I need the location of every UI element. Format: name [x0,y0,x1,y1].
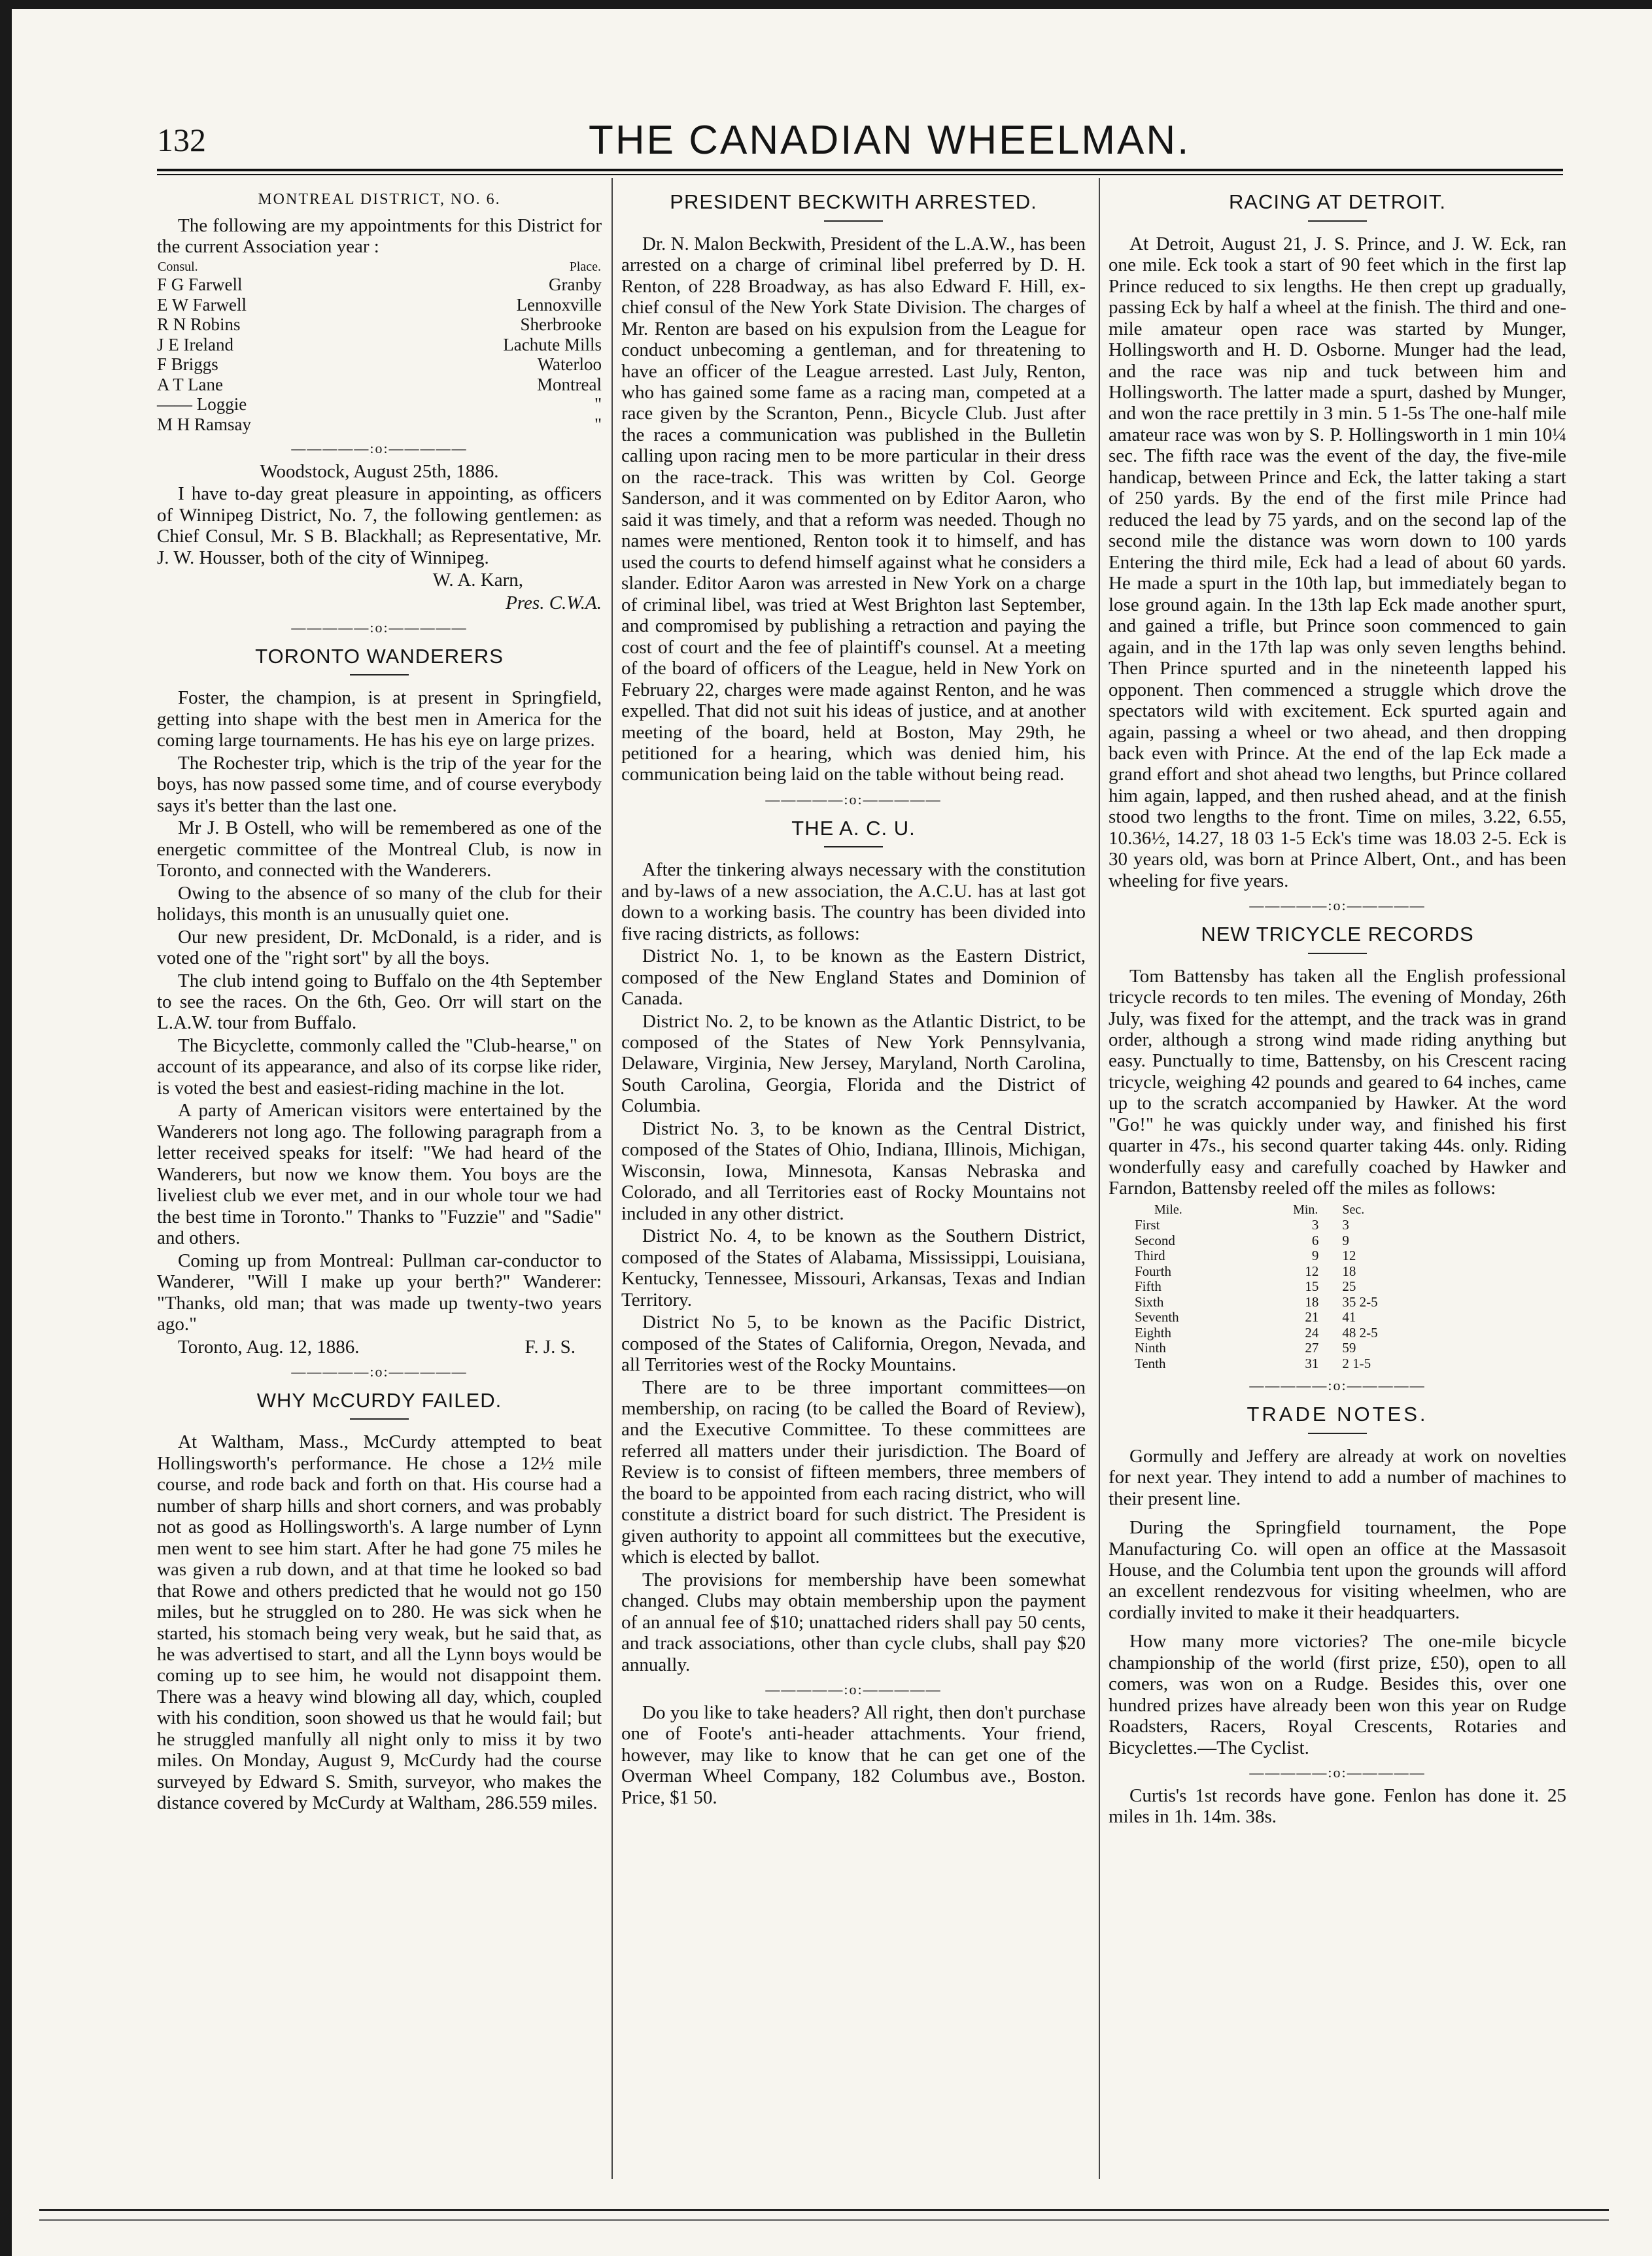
table-row [157,295,602,315]
consul-name: E W Farwell [157,294,247,315]
tricycle-title: NEW TRICYCLE RECORDS [1201,922,1474,946]
mile-min: 27 [1305,1340,1319,1356]
beckwith-title: PRESIDENT BECKWITH ARRESTED. [670,190,1037,213]
toronto-dateline: Toronto, Aug. 12, 1886. [178,1336,360,1358]
consul-place: Granby [549,275,602,295]
mile-min: 31 [1305,1355,1319,1371]
mccurdy-text: At Waltham, Mass., McCurdy attempted to beat Hollingsworth's performance. He chose a 12½ mile course, and rode back and forth on that. His course had a number of sharp hills and short corners, and was probably not as good as Hollingsworth's. A large number of Lynn men went to see him start. After he had gone 75 miles he was given a rub down, and at that time he looked so bad that Rowe and others predicted that he would not go 150 miles, but he struggled on to 280. He was sick when he started, his stomach being very weak, but he said that, as he was advertised to start, and all the Lynn boys would be coming up to see him, he would not disappoint them. There was a heavy wind blowing all day, which, coupled with his condition, soon showed us that he would fail; but he struggled manfully all night only to miss it by two miles. On Monday, August 9, McCurdy had the course surveyed by Edward S. Smith, surveyor, who makes the distance covered by McCurdy at Waltham, 286.559 miles. [157,1431,602,1814]
consul-place: Lachute Mills [503,334,602,354]
mile-min: 12 [1305,1263,1319,1279]
paragraph: Gormully and Jeffery are already at work on novelties for next year. They intend to add a number of machines to their present line. [1109,1445,1566,1509]
table-row [157,354,602,375]
mile-col-header: Mile. [1154,1202,1182,1217]
table-row [157,275,602,295]
mile-sec: 41 [1342,1309,1356,1325]
paragraph: District No. 4, to be known as the Southern District, composed of the States of Alabama, Mississippi, Louisiana, Kentucky, Tennessee, Missouri, Arkansas, Texas and Indian Territory. [621,1225,1086,1310]
title-rule [1308,953,1367,954]
sec-col-header: Sec. [1342,1202,1365,1217]
column-3 [1109,182,1566,1829]
page-number: 132 [157,122,206,158]
page-edge-bottom [39,2209,1609,2211]
consul-name: A T Lane [157,374,223,394]
separator: —————:o:————— [1249,897,1426,914]
curtis-text: Curtis's 1st records have gone. Fenlon has done it. 25 miles in 1h. 14m. 38s. [1109,1785,1566,1828]
paragraph: District No. 3, to be known as the Central District, composed of the States of Ohio, Indiana, Illinois, Michigan, Wisconsin, Iowa, Minnesota, Kansas Nebraska and Colorado, and all Territories east of Rocky Mountains not included in any other district. [621,1118,1086,1224]
tricycle-text: Tom Battensby has taken all the English professional tricycle records to ten miles. The evening of Monday, 26th July, was fixed for the attempt, and the track was in grand order, although a strong wind made riding anything but easy. Punctually to time, Battensby, on his Crescent racing tricycle, weighing 42 pounds and geared to 64 inches, came up to the scratch accompanied by Hawker. At the word "Go!" he was quickly under way, and finished his first quarter in 47s., his second quarter taking 44s. only. Riding wonderfully easy and carefully coached by Hawker and Farndon, Battensby reeled off the miles as follows: [1109,965,1566,1199]
separator: —————:o:————— [291,1363,468,1380]
table-row [157,315,602,335]
toronto-dateline-row [157,1337,602,1358]
consul-table-header [157,259,602,275]
table-row [1135,1248,1464,1264]
acu-title: THE A. C. U. [791,816,916,840]
title-rule [824,846,883,847]
page-header [157,118,1563,167]
mile-label: Sixth [1135,1293,1164,1310]
table-row [1135,1264,1464,1280]
signature-title: Pres. C.W.A. [506,592,602,613]
table-row [157,394,602,415]
paragraph: Our new president, Dr. McDonald, is a rider, and is voted one of the "right sort" by all the boys. [157,926,602,969]
header-rule [157,169,1563,171]
consul-place: Waterloo [537,354,602,375]
table-row [1135,1233,1464,1249]
signature: W. A. Karn, [432,570,523,591]
mile-label: Eighth [1135,1324,1171,1341]
mile-label: Fourth [1135,1263,1172,1279]
mile-min: 9 [1311,1248,1319,1264]
column-divider-2 [1099,178,1100,2179]
toronto-wanderers-title: TORONTO WANDERERS [255,644,504,668]
title-rule [824,220,883,222]
consul-name: F Briggs [157,354,218,375]
title-rule [1308,1433,1367,1434]
table-row [157,415,602,435]
paragraph: The club intend going to Buffalo on the 4th September to see the races. On the 6th, Geo. Orr will start on the L.A.W. tour from Buffalo. [157,970,602,1034]
mile-min: 18 [1305,1293,1319,1310]
separator: —————:o:————— [765,1681,942,1698]
consul-place: Lennoxville [516,294,602,315]
table-row [1135,1356,1464,1372]
mile-sec: 3 [1342,1217,1349,1233]
column-divider-1 [611,178,613,2179]
separator: —————:o:————— [291,440,468,457]
mile-label: Ninth [1135,1340,1166,1356]
consul-place: " [594,394,602,415]
paragraph: Foster, the champion, is at present in Springfield, getting into shape with the best men in America for the coming large tournaments. He has his eye on large prizes. [157,687,602,751]
trade-notes-title: TRADE NOTES. [1247,1402,1428,1426]
mile-sec: 18 [1342,1263,1356,1279]
mile-sec: 48 2-5 [1342,1324,1378,1341]
paragraph: During the Springfield tournament, the Pope Manufacturing Co. will open an office at the Massasoit House, and the Columbia tent upon the grounds will afford an excellent rendezvous for visiting wheelmen, who are cordially invited to make it their headquarters. [1109,1517,1566,1623]
mile-label: First [1135,1217,1160,1233]
mile-label: Second [1135,1232,1175,1248]
paragraph: District No. 2, to be known as the Atlantic District, to be composed of the States of New York Pennsylvania, Delaware, Virginia, New Jersey, Maryland, North Carolina, South Carolina, Georgia, Florida and the District of Columbia. [621,1010,1086,1117]
detroit-text: At Detroit, August 21, J. S. Prince, and J. W. Eck, ran one mile. Eck took a start of 90 feet which in the first lap Prince reduced to six lengths. He then crept up gradually, passing Eck by half a wheel at the finish. The third and one-mile amateur open race was started by Munger, Hollingsworth and H. D. Osborne. Munger had the lead, and the race was nip and tuck between him and Hollingsworth. The latter made a spurt, dashed by Munger, and won the race prettily in 3 min. 5 1-5s The one-half mile amateur race was won by S. P. Hollingsworth in 1 min 10¼ sec. The fifth race was the event of the day, the five-mile handicap, between Prince and Eck, the latter taking a start of 250 yards. By the end of the first mile Prince had reduced the lead by 75 yards, and on the second lap of the second mile the distance was worn down to 100 yards Entering the third mile, Eck had a lead of about 60 yards. He made a spurt in the 10th lap, but immediately began to lose ground again. In the 13th lap Eck made another spurt, and gained a trifle, but Prince soon commenced to gain again, and in the 17th lap was only seven lengths behind. Then Prince spurted and in the nineteenth lapped his opponent. Then commenced a struggle which drove the spectators wild with excitement. Eck spurted again and again, passing a wheel or two ahead, and then dropping back even with Prince. At the end of the lap Eck made a grand effort and shot ahead two lengths, but Prince collared him again, lapped, and then rushed ahead, and at the finish stood two lengths to the front. Time on miles, 3.22, 6.55, 10.36½, 14.27, 18 03 1-5 Eck's time was 18.03 2-5. Eck is 30 years old, was born at Prince Albert, Ont., and has been wheeling for five years. [1109,233,1566,891]
consul-name: M H Ramsay [157,414,251,434]
paragraph: The Rochester trip, which is the trip of the year for the boys, has now passed some time, and of course everybody says it's better than the last one. [157,752,602,816]
table-row [157,375,602,395]
min-col-header: Min. [1293,1202,1318,1217]
mile-label: Fifth [1135,1278,1162,1295]
paragraph: There are to be three important committees—on membership, on racing (to be called the Board of Review), and the Executive Committee. To these committees are referred all matters under their jurisdiction. The Board of Review is to consist of fifteen members, three members of the board to be appointed from each racing district, who will constitute a district board for such district. The President is given authority to appoint all committees but the executive, which is elected by ballot. [621,1376,1086,1568]
consul-table [157,259,602,434]
header-rule-thin [157,174,1563,175]
consul-place: Montreal [537,374,602,394]
woodstock-dateline: Woodstock, August 25th, 1886. [260,460,499,482]
separator: —————:o:————— [291,619,468,636]
page-edge-left [0,0,12,2256]
paragraph: District No. 1, to be known as the Eastern District, composed of the New England States and Dominion of Canada. [621,946,1086,1010]
mile-min: 6 [1311,1232,1319,1248]
paragraph: Owing to the absence of so many of the club for their holidays, this month is an unusually quiet one. [157,882,602,925]
paragraph: Mr J. B Ostell, who will be remembered as one of the energetic committee of the Montreal Club, is now in Toronto, and connected with the Wanderers. [157,817,602,881]
headers-text: Do you like to take headers? All right, then don't purchase one of Foote's anti-header attachments. Your friend, however, may like to know that he can get one of the Overman Wheel Company, 182 Columbus ave., Boston. Price, $1 50. [621,1701,1086,1808]
mile-min: 3 [1311,1217,1319,1233]
mile-sec: 9 [1342,1232,1349,1248]
column-2 [621,182,1086,1809]
separator: —————:o:————— [1249,1377,1426,1394]
mile-sec: 25 [1342,1278,1356,1295]
page-edge-bottom-thin [39,2219,1609,2221]
column-1 [157,182,602,1815]
table-row [157,335,602,355]
table-row [1135,1310,1464,1325]
miles-table [1135,1202,1464,1372]
mccurdy-title: WHY McCURDY FAILED. [256,1388,502,1412]
mile-sec: 59 [1342,1340,1356,1356]
mile-min: 24 [1305,1324,1319,1341]
table-row [1135,1218,1464,1233]
mile-sec: 2 1-5 [1342,1355,1371,1371]
mile-sec: 12 [1342,1248,1356,1264]
title-rule [350,1418,409,1420]
mile-label: Seventh [1135,1309,1179,1325]
consul-name: R N Robins [157,315,241,335]
paragraph: After the tinkering always necessary with the constitution and by-laws of a new association, the A.C.U. has at last got down to a working basis. The country has been divided into five racing districts, as follows: [621,859,1086,944]
separator: —————:o:————— [1249,1764,1426,1781]
title-rule [1308,220,1367,222]
page-edge-top [0,0,1652,9]
mile-min: 15 [1305,1278,1319,1295]
table-row [1135,1295,1464,1310]
place-col-header: Place. [569,259,601,274]
consul-name: F G Farwell [157,275,243,295]
beckwith-text: Dr. N. Malon Beckwith, President of the L.A.W., has been arrested on a charge of criminal libel preferred by D. H. Renton, of 228 Broadway, as has also Edward F. Hill, ex-chief consul of the New York State Division. The charges of Mr. Renton are based on his expulsion from the League for conduct unbecoming a gentleman, and for threatening to have an officer of the League arrested. Last July, Renton, who has gained some fame as a racing man, competed at a race given by the Scranton, Penn., Bicycle Club. Just after the races a communication was published in the Bulletin calling upon racing men to be more particular in their dress on the race-track. This was written by Col. George Sanderson, and it was commented on by Editor Aaron, who said it was timely, and that a reform was needed. Though no names were mentioned, Renton took it to himself, and has used the courts to defend himself against what he considers a slander. Editor Aaron was arrested in New York on a charge of criminal libel, was tried at West Brighton last September, and compromised by publishing a retraction and paying the cost of court and the fee of plaintiff's counsel. At a meeting of the board of officers of the League, held in New York on February 22, charges were made against Renton, and he was expelled. That did not suit his ideas of justice, and at another meeting of the board, held at Boston, May 29th, he petitioned for a hearing, which was denied him, his communication being laid on the table without being read. [621,233,1086,785]
mile-label: Third [1135,1248,1165,1264]
toronto-initials: F. J. S. [525,1336,576,1358]
consul-name: —— Loggie [157,394,247,415]
paragraph: How many more victories? The one-mile bicycle championship of the world (first prize, £50), open to all comers, was won on a Rudge. Besides this, over one hundred prizes have already been won this year on Rudge Roadsters, Racers, Royal Crescents, Rotaries and Bicyclettes.—The Cyclist. [1109,1631,1566,1758]
paragraph: District No 5, to be known as the Pacific District, composed of the States of California, Oregon, Nevada, and all Territories west of the Rocky Mountains. [621,1312,1086,1376]
table-row [1135,1341,1464,1356]
consul-place: " [594,414,602,434]
paragraph: A party of American visitors were entertained by the Wanderers not long ago. The following paragraph from a letter received speaks for itself: "We had heard of the Wanderers, but now we know them. You boys are the liveliest club we ever met, and in our whole tour we had the best time in Toronto." Thanks to "Fuzzie" and "Sadie" and others. [157,1100,602,1249]
detroit-title: RACING AT DETROIT. [1228,190,1447,213]
mile-label: Tenth [1135,1355,1166,1371]
consul-name: J E Ireland [157,334,233,354]
woodstock-text: I have to-day great pleasure in appointing, as officers of Winnipeg District, No. 7, the following gentlemen: as Chief Consul, Mr. S B. Blackhall; as Representative, Mr. J. W. Housser, both of the city of Winnipeg. [157,483,602,568]
table-row [1135,1279,1464,1295]
consul-col-header: Consul. [158,259,198,274]
separator: —————:o:————— [765,791,942,808]
paragraph: The provisions for membership have been somewhat changed. Clubs may obtain membership upon the payment of an annual fee of $10; unattached riders shall pay 50 cents, and track associations, other than cycle clubs, shall pay $20 annually. [621,1569,1086,1675]
mile-sec: 35 2-5 [1342,1293,1378,1310]
paragraph: The Bicyclette, commonly called the "Club-hearse," on account of its appearance, and also of its corpse like rider, is voted the best and easiest-riding machine in the lot. [157,1034,602,1099]
montreal-district-title: MONTREAL DISTRICT, NO. 6. [258,191,501,208]
paragraph: Coming up from Montreal: Pullman car-conductor to Wanderer, "Will I make up your berth?" Wanderer: "Thanks, old man; that was made up twenty-two years ago." [157,1250,602,1335]
masthead: THE CANADIAN WHEELMAN. [589,118,1191,163]
montreal-intro: The following are my appointments for this District for the current Association year : [157,214,602,258]
consul-place: Sherbrooke [520,315,602,335]
table-row [1135,1325,1464,1341]
mile-min: 21 [1305,1309,1319,1325]
miles-table-header [1135,1202,1464,1218]
title-rule [350,674,409,675]
